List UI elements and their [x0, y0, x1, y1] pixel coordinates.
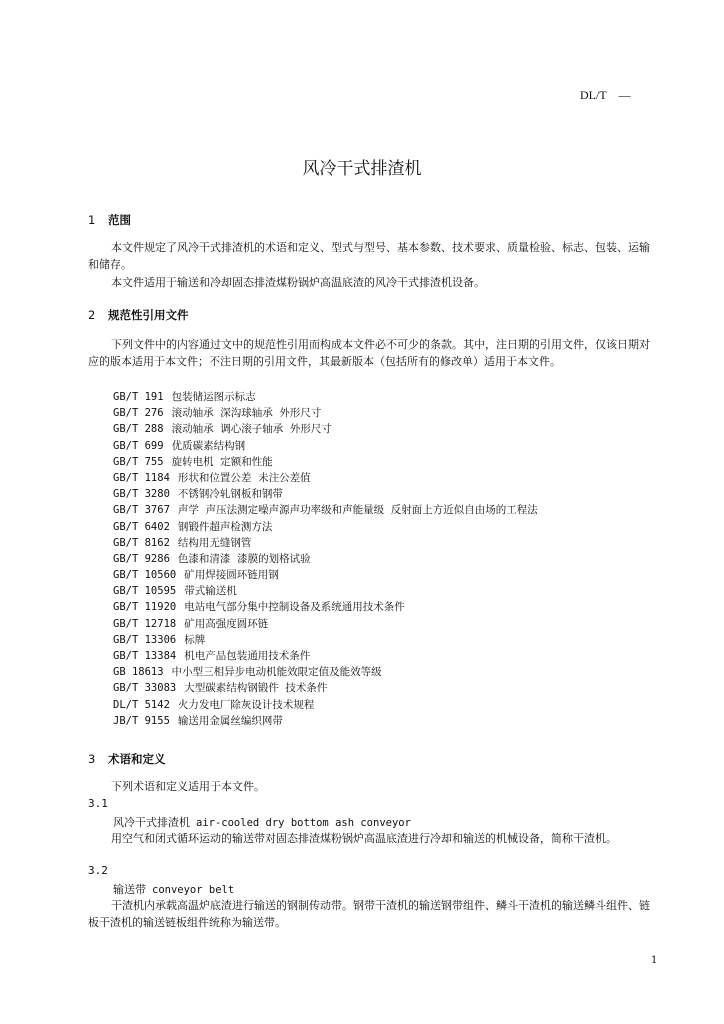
list-item: [113, 680, 538, 696]
list-item: [113, 632, 538, 648]
ref-title: 矿用高强度圆环链: [184, 617, 269, 630]
ref-code: GB/T 12718: [113, 617, 177, 630]
list-item: [113, 454, 538, 470]
term-definition: 干渣机内承载高温炉底渣进行输送的钢制传动带。钢带干渣机的输送钢带组件、鳞斗干渣机的输送鳞斗组件、链板干渣机的输送链板组件统称为输送带。: [88, 899, 650, 929]
list-item: [113, 405, 538, 421]
ref-title: 输送用金属丝编织网带: [177, 714, 283, 727]
list-item: [113, 599, 538, 615]
ref-title: 机电产品包装通用技术条件: [184, 650, 311, 662]
list-item: [113, 535, 538, 551]
list-item: [113, 697, 538, 713]
ref-title: 大型碳素结构钢锻件 技术条件: [184, 682, 328, 695]
list-item: [113, 713, 538, 729]
list-item: [113, 389, 538, 405]
ref-code: GB/T 8162: [113, 536, 170, 549]
ref-title: 矿用焊接圆环链用钢: [184, 569, 279, 582]
ref-code: GB/T 33083: [113, 682, 177, 695]
term-number: 3.1: [88, 797, 108, 810]
ref-code: GB/T 276: [113, 407, 164, 420]
ref-code: GB/T 13306: [113, 633, 177, 646]
ref-code: GB/T 191: [113, 391, 164, 403]
ref-code: GB/T 10560: [113, 569, 177, 582]
ref-title: 色漆和清漆 漆膜的划格试验: [177, 552, 311, 565]
section-number: 2: [88, 308, 96, 322]
section-1-paragraph-1: 本文件规定了风冷干式排渣机的术语和定义、型式与型号、基本参数、技术要求、质量检验、标志、包装、运输和储存。: [88, 241, 650, 271]
term-name-en: air-cooled dry bottom ash conveyor: [196, 817, 411, 829]
section-number: 3: [88, 752, 96, 766]
ref-code: GB/T 3767: [113, 504, 170, 517]
section-2-heading: [88, 307, 189, 323]
list-item: [113, 616, 538, 632]
list-item: [113, 519, 538, 535]
ref-title: 中小型三相异步电动机能效限定值及能效等级: [171, 666, 382, 679]
section-3-heading: [88, 751, 166, 767]
section-title: 范围: [108, 213, 131, 227]
ref-title: 滚动轴承 调心滚子轴承 外形尺寸: [171, 423, 332, 436]
ref-code: GB/T 13384: [113, 650, 177, 662]
ref-title: 声学 声压法测定噪声源声功率级和声能量级 反射面上方近似自由场的工程法: [177, 504, 538, 517]
ref-title: 火力发电厂除灰设计技术规程: [177, 698, 315, 711]
ref-code: GB/T 11920: [113, 601, 177, 614]
section-1-paragraph-2: 本文件适用于输送和冷却固态排渣煤粉锅炉高温底渣的风冷干式排渣机设备。: [111, 276, 485, 289]
ref-code: GB/T 288: [113, 423, 164, 436]
term-name: [113, 881, 234, 897]
ref-title: 不锈钢冷轧钢板和钢带: [177, 488, 283, 501]
ref-title: 带式输送机: [184, 585, 237, 598]
term-name-cn: 输送带: [113, 883, 146, 896]
standard-code-header: DL/T —: [580, 88, 631, 102]
list-item: [113, 583, 538, 599]
section-title: 术语和定义: [108, 752, 166, 766]
list-item: [113, 551, 538, 567]
ref-title: 形状和位置公差 未注公差值: [177, 471, 311, 484]
ref-code: GB/T 755: [113, 455, 164, 468]
page-number: 1: [651, 955, 658, 966]
list-item: [113, 470, 538, 486]
ref-title: 旋转电机 定额和性能: [171, 455, 273, 468]
ref-code: GB 18613: [113, 666, 164, 679]
section-3-intro: 下列术语和定义适用于本文件。: [111, 780, 265, 793]
normative-reference-list: [113, 389, 538, 729]
section-2-intro: 下列文件中的内容通过文中的规范性引用而构成本文件必不可少的条款。其中，注日期的引用文件，仅该日期对应的版本适用于本文件；不注日期的引用文件，其最新版本（包括所有的修改单）适用于本文件。: [88, 338, 650, 368]
ref-code: GB/T 699: [113, 439, 164, 452]
list-item: [113, 664, 538, 680]
ref-code: GB/T 1184: [113, 471, 170, 484]
ref-code: JB/T 9155: [113, 714, 170, 727]
list-item: [113, 421, 538, 437]
ref-code: GB/T 6402: [113, 520, 170, 533]
list-item: [113, 648, 538, 664]
term-name-cn: 风冷干式排渣机: [113, 816, 190, 829]
ref-title: 结构用无缝钢管: [177, 536, 252, 549]
list-item: [113, 438, 538, 454]
section-title: 规范性引用文件: [108, 308, 189, 322]
ref-code: DL/T 5142: [113, 698, 170, 711]
ref-title: 电站电气部分集中控制设备及系统通用技术条件: [184, 601, 405, 614]
ref-code: GB/T 9286: [113, 552, 170, 565]
term-name-en: conveyor belt: [152, 884, 235, 896]
section-1-heading: [88, 212, 131, 228]
section-number: 1: [88, 213, 96, 227]
ref-title: 优质碳素结构钢: [171, 439, 246, 452]
document-title: 风冷干式排渣机: [302, 159, 422, 179]
ref-title: 滚动轴承 深沟球轴承 外形尺寸: [171, 407, 322, 420]
ref-code: GB/T 10595: [113, 585, 177, 598]
ref-title: 钢锻件超声检测方法: [177, 520, 273, 533]
list-item: [113, 567, 538, 583]
term-name: [113, 814, 411, 830]
ref-code: GB/T 3280: [113, 488, 170, 501]
term-number: 3.2: [88, 864, 108, 877]
ref-title: 标牌: [184, 633, 206, 646]
ref-title: 包装储运图示标志: [171, 391, 256, 403]
list-item: [113, 486, 538, 502]
list-item: [113, 502, 538, 518]
term-definition: 用空气和闭式循环运动的输送带对固态排渣煤粉锅炉高温底渣进行冷却和输送的机械设备，简称干渣机。: [111, 832, 617, 845]
